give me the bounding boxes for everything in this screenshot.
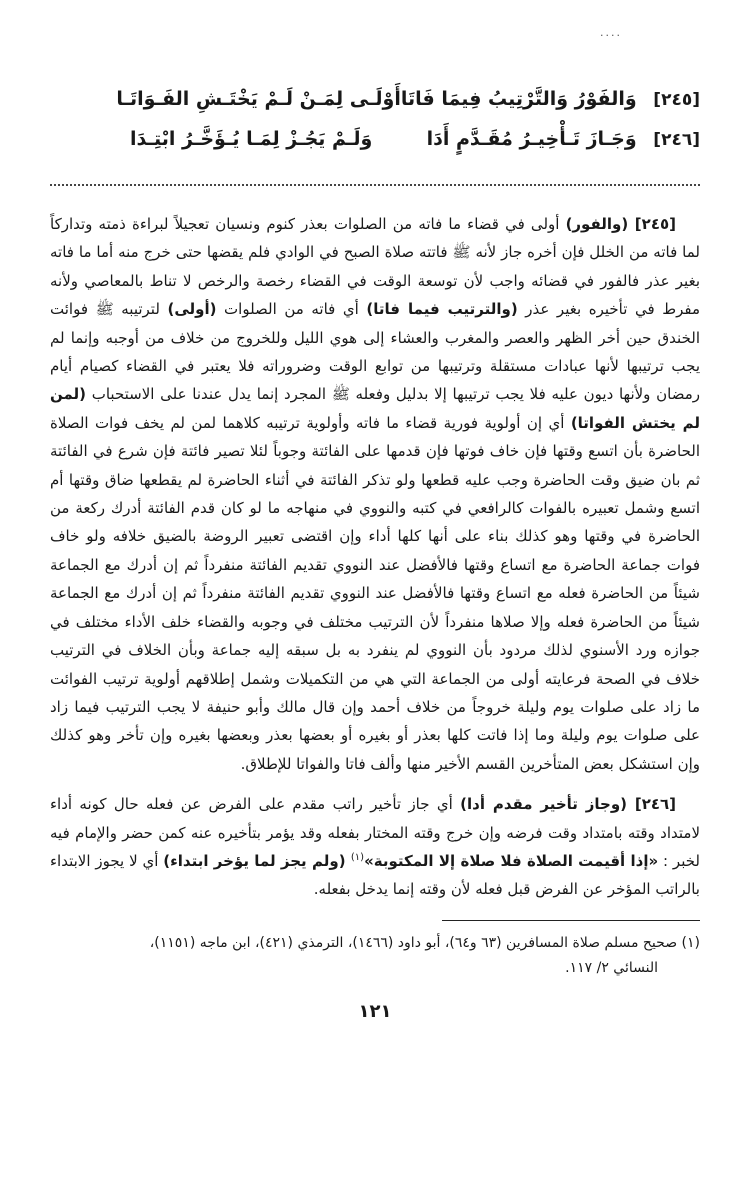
page-top-mark: .... [600, 26, 622, 39]
commentary-body [50, 210, 700, 904]
paragraph-246: [٢٤٦] (وجاز تأخير مقدم أدا) أي جاز تأخير راتب مقدم على الفرض عن فعله حال كونه أداء لامتداد وقته بامتداد وقت فرضه وإن خرج وقته المختار بفعله وقد يؤمر بتأخيره عنه كمن حضر والإمام فيه لخبر : «إذا أقيمت الصلاة فلا صلاة إلا المكتوبة»$^{(١)}$ (ولم يجز لما يؤخر ابتداء) أي لا يجوز الابتداء بالراتب المؤخر عن الفرض قبل فعله لأن وقته إنما يدخل بفعله. [50, 795, 700, 899]
verse-first-hemistich: وَالفَوْرُ وَالتَّرْتِيبُ فِيمَا فَاتَا [400, 88, 637, 110]
paragraph-245: [٢٤٥] (والفور) أولى في قضاء ما فاته من الصلوات بعذر كنوم ونسيان تعجيلاً لبراءة ذمته وتداركاً لما فاته من الخلل فإن أخره جاز لأنه ﷺ فاتته صلاة الصبح في الوادي فلم يقضها حتى خرج منه أما ما فاته بغير عذر فالفور في قضائه واجب لأن توسعة الوقت في القضاء رخصة والرخص لا تناط بالمعاصي ولأنه مفرط في تأخيره بغير عذر (والترتيب فيما فاتا) أي فاته من الصلوات (أولى) لترتيبه ﷺ فوائت الخندق حين أخر الظهر والعصر والمغرب والعشاء إلى هوي الليل وللخروج من خلاف من أوجبه وإنما لم يجب ترتيبها لأنها عبادات مستقلة وترتيبها من توابع الوقت وضروراته فلا يعتبر في القضاء كصيام أيام رمضان ولأنها ديون عليه فلا يجب ترتيبها إلا بدليل وفعله ﷺ المجرد إنما يدل عندنا على الاستحباب (لمن لم يختش الفواتا) أي إن أولوية فورية قضاء ما فاته وأولوية ترتيبه كلاهما لمن لم يخف فوات الصلاة الحاضرة بأن اتسع وقتها فإن خاف فوتها فإن قدمها على الفائتة وجوباً لئلا تصير فائتة فإن شرع في الفائتة ثم بان ضيق وقت الحاضرة وجب عليه قطعها ولو تذكر الفائتة في أثناء الحاضرة لم يقطعها ضاق وقتها أم اتسع وشمل تعبيره بالفوات كالرافعي في كتبه والنووي في منهاجه ما لو كان قدم الفائتة أدرك ركعة من الحاضرة في وقتها وهو كذلك بناء على أنها كلها أداء وإن اقتضى تعبير الروضة بالضيق خلافه ولو خاف فوات جماعة الحاضرة مع اتساع وقتها فالأفضل عند النووي تقديم الفائتة منفرداً ثم إن أدرك مع الجماعة شيئاً من الحاضرة فعله مع اتساع وقتها فالأفضل عند النووي تقديم الفائتة منفرداً ثم إن أدرك مع الجماعة شيئاً من الحاضرة فعله وإلا صلاها منفرداً لأن الترتيب مختلف في وجوبه والقضاء خلف الأداء مختلف في جوازه ورد الأسنوي لذلك مردود بأن النووي لم ينفرد به بل سبقه إليه جماعة وبأن الخلاف في الترتيب خلاف في الصحة فرعايته أولى من الجماعة التي هي من التكميلات وشمل إطلاقهم أولوية ترتيب الفوائت ما زاد على صلوات يوم وليلة خروجاً من خلاف أحمد وإن قال مالك وأبو حنيفة لا يجب الترتيب فيما زاد على صلوات يوم وليلة وما إذا فاتت كلها بعذر أو بغيره أو بعضها بعذر وبعضها بغيره وإن تأخر وهو كذلك وإن استشكل بعض المتأخرين القسم الأخير منها وألف فاتا والفواتا للإطلاق. [50, 215, 700, 773]
verse-right-half [401, 88, 700, 110]
verse-first-hemistich: وَجَـازَ تَـأْخِيـرُ مُقَـدَّمٍ أَدَا [426, 128, 637, 150]
footnote-separator [442, 920, 700, 921]
verse-right-half [427, 128, 700, 150]
verse-line-245 [116, 88, 700, 128]
verse-second-hemistich: أَوْلَـى لِمَـنْ لَـمْ يَخْتَـشِ الفَـوَاتَـا [116, 88, 401, 110]
verse-number: [٢٤٦] [653, 130, 700, 150]
verse-block [50, 88, 700, 168]
verse-second-hemistich: وَلَـمْ يَجُـزْ لِمَـا يُـؤَخَّـرُ ابْتِـدَا [130, 128, 373, 150]
footnote-line: (١) صحيح مسلم صلاة المسافرين (٦٣ و٦٤)، أبو داود (١٤٦٦)، الترمذي (٤٢١)، ابن ماجه (١١٥١)، [149, 934, 700, 951]
verse-number: [٢٤٥] [653, 90, 700, 110]
footnote-line-continuation: النسائي ٢/ ١١٧. [565, 959, 658, 976]
page-number: ١٢١ [358, 1000, 392, 1022]
verse-line-246 [130, 128, 700, 168]
dotted-separator [50, 184, 700, 186]
footnote-block [50, 931, 700, 981]
